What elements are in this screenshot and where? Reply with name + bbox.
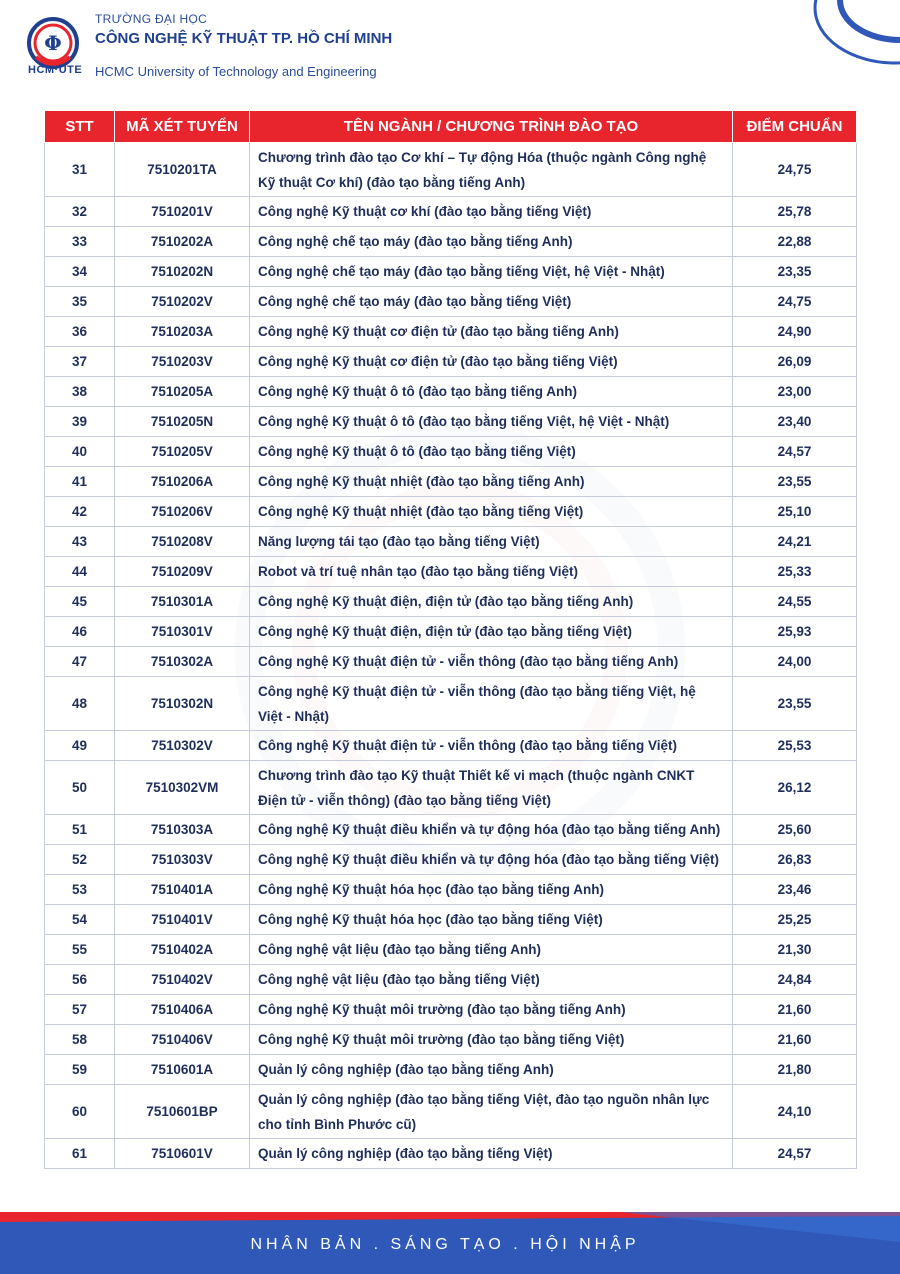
column-header-score: ĐIỂM CHUẨN — [733, 111, 857, 143]
svg-text:Φ: Φ — [44, 31, 62, 55]
cell-score: 26,12 — [733, 761, 857, 815]
table-row — [45, 995, 857, 1025]
cell-program-name: Công nghệ Kỹ thuật cơ điện tử (đào tạo bằng tiếng Việt) — [250, 347, 733, 377]
cell-program-name: Quản lý công nghiệp (đào tạo bằng tiếng Việt) — [250, 1139, 733, 1169]
table-row — [45, 317, 857, 347]
cell-score: 24,21 — [733, 527, 857, 557]
cell-score: 25,10 — [733, 497, 857, 527]
table-row — [45, 287, 857, 317]
cell-code: 7510401V — [115, 905, 250, 935]
cell-stt: 43 — [45, 527, 115, 557]
cell-program-name: Công nghệ Kỹ thuật điều khiển và tự động hóa (đào tạo bằng tiếng Anh) — [250, 815, 733, 845]
table-row — [45, 257, 857, 287]
table-row — [45, 731, 857, 761]
table-row — [45, 875, 857, 905]
cell-program-name: Chương trình đào tạo Kỹ thuật Thiết kế vi mạch (thuộc ngành CNKT Điện tử - viễn thông) (đào tạo bằng tiếng Việt) — [250, 761, 733, 815]
table-row — [45, 143, 857, 197]
cell-stt: 32 — [45, 197, 115, 227]
cell-score: 24,00 — [733, 647, 857, 677]
cell-code: 7510601V — [115, 1139, 250, 1169]
cell-program-name: Công nghệ Kỹ thuật cơ điện tử (đào tạo bằng tiếng Anh) — [250, 317, 733, 347]
cell-program-name: Công nghệ Kỹ thuật nhiệt (đào tạo bằng tiếng Anh) — [250, 467, 733, 497]
cell-stt: 33 — [45, 227, 115, 257]
cell-score: 21,60 — [733, 995, 857, 1025]
table-row — [45, 1139, 857, 1169]
cell-code: 7510206V — [115, 497, 250, 527]
cell-program-name: Năng lượng tái tạo (đào tạo bằng tiếng Việt) — [250, 527, 733, 557]
table-row — [45, 527, 857, 557]
cell-stt: 59 — [45, 1055, 115, 1085]
cell-stt: 49 — [45, 731, 115, 761]
table-row — [45, 647, 857, 677]
cell-stt: 51 — [45, 815, 115, 845]
cell-score: 23,55 — [733, 677, 857, 731]
cell-stt: 52 — [45, 845, 115, 875]
cell-score: 24,75 — [733, 143, 857, 197]
cell-stt: 57 — [45, 995, 115, 1025]
cell-program-name: Công nghệ chế tạo máy (đào tạo bằng tiếng Việt, hệ Việt - Nhật) — [250, 257, 733, 287]
cell-stt: 38 — [45, 377, 115, 407]
cell-code: 7510201V — [115, 197, 250, 227]
cell-score: 24,90 — [733, 317, 857, 347]
cell-stt: 48 — [45, 677, 115, 731]
table-row — [45, 1025, 857, 1055]
cell-code: 7510402V — [115, 965, 250, 995]
cell-score: 23,46 — [733, 875, 857, 905]
cell-score: 26,83 — [733, 845, 857, 875]
cell-score: 23,35 — [733, 257, 857, 287]
cell-program-name: Quản lý công nghiệp (đào tạo bằng tiếng Việt, đào tạo nguồn nhân lực cho tỉnh Bình Phước cũ) — [250, 1085, 733, 1139]
table-row — [45, 197, 857, 227]
cell-program-name: Công nghệ Kỹ thuật môi trường (đào tạo bằng tiếng Anh) — [250, 995, 733, 1025]
cell-stt: 37 — [45, 347, 115, 377]
table-row — [45, 377, 857, 407]
table-row — [45, 617, 857, 647]
cell-program-name: Công nghệ chế tạo máy (đào tạo bằng tiếng Anh) — [250, 227, 733, 257]
cell-score: 24,84 — [733, 965, 857, 995]
table-row — [45, 407, 857, 437]
cell-program-name: Robot và trí tuệ nhân tạo (đào tạo bằng tiếng Việt) — [250, 557, 733, 587]
cell-stt: 36 — [45, 317, 115, 347]
cell-code: 7510303A — [115, 815, 250, 845]
cell-code: 7510401A — [115, 875, 250, 905]
cell-stt: 54 — [45, 905, 115, 935]
cell-code: 7510201TA — [115, 143, 250, 197]
table-row — [45, 467, 857, 497]
cell-code: 7510406A — [115, 995, 250, 1025]
cell-code: 7510205N — [115, 407, 250, 437]
cell-program-name: Công nghệ Kỹ thuật nhiệt (đào tạo bằng tiếng Việt) — [250, 497, 733, 527]
table-row — [45, 845, 857, 875]
cell-stt: 40 — [45, 437, 115, 467]
cell-code: 7510303V — [115, 845, 250, 875]
cell-code: 7510402A — [115, 935, 250, 965]
cell-score: 25,33 — [733, 557, 857, 587]
cell-program-name: Công nghệ Kỹ thuật cơ khí (đào tạo bằng tiếng Việt) — [250, 197, 733, 227]
cell-score: 23,55 — [733, 467, 857, 497]
cell-score: 26,09 — [733, 347, 857, 377]
cell-score: 25,60 — [733, 815, 857, 845]
table-row — [45, 815, 857, 845]
cell-score: 24,55 — [733, 587, 857, 617]
table-row — [45, 677, 857, 731]
cell-program-name: Chương trình đào tạo Cơ khí – Tự động Hóa (thuộc ngành Công nghệ Kỹ thuật Cơ khí) (đào tạo bằng tiếng Anh) — [250, 143, 733, 197]
cell-code: 7510302A — [115, 647, 250, 677]
table-row — [45, 1085, 857, 1139]
cell-code: 7510301V — [115, 617, 250, 647]
cell-stt: 39 — [45, 407, 115, 437]
cell-code: 7510203A — [115, 317, 250, 347]
cell-code: 7510601A — [115, 1055, 250, 1085]
cell-code: 7510205A — [115, 377, 250, 407]
table-row — [45, 587, 857, 617]
table-row — [45, 1055, 857, 1085]
cell-code: 7510202A — [115, 227, 250, 257]
university-name: CÔNG NGHỆ KỸ THUẬT TP. HỒ CHÍ MINH — [95, 30, 393, 47]
table-row — [45, 497, 857, 527]
cell-score: 24,75 — [733, 287, 857, 317]
cell-program-name: Công nghệ Kỹ thuật hóa học (đào tạo bằng tiếng Anh) — [250, 875, 733, 905]
column-header-program: TÊN NGÀNH / CHƯƠNG TRÌNH ĐÀO TẠO — [250, 111, 733, 143]
column-header-code: MÃ XÉT TUYỂN — [115, 111, 250, 143]
column-header-stt: STT — [45, 111, 115, 143]
cell-stt: 45 — [45, 587, 115, 617]
cell-score: 21,30 — [733, 935, 857, 965]
cell-stt: 31 — [45, 143, 115, 197]
table-row — [45, 347, 857, 377]
admission-score-table — [44, 110, 857, 1169]
table-row — [45, 761, 857, 815]
university-line1: TRƯỜNG ĐẠI HỌC — [95, 12, 208, 26]
cell-program-name: Công nghệ vật liệu (đào tạo bằng tiếng Anh) — [250, 935, 733, 965]
cell-stt: 60 — [45, 1085, 115, 1139]
cell-stt: 61 — [45, 1139, 115, 1169]
cell-score: 25,93 — [733, 617, 857, 647]
cell-score: 24,57 — [733, 1139, 857, 1169]
cell-score: 25,78 — [733, 197, 857, 227]
table-row — [45, 227, 857, 257]
cell-stt: 53 — [45, 875, 115, 905]
cell-stt: 46 — [45, 617, 115, 647]
cell-code: 7510206A — [115, 467, 250, 497]
cell-stt: 47 — [45, 647, 115, 677]
cell-program-name: Công nghệ Kỹ thuật điện tử - viễn thông (đào tạo bằng tiếng Việt) — [250, 731, 733, 761]
corner-decoration-icon — [800, 0, 900, 80]
cell-stt: 35 — [45, 287, 115, 317]
cell-stt: 34 — [45, 257, 115, 287]
table-row — [45, 437, 857, 467]
footer-motto: NHÂN BẢN . SÁNG TẠO . HỘI NHẬP — [250, 1236, 640, 1253]
cell-program-name: Công nghệ Kỹ thuật môi trường (đào tạo bằng tiếng Việt) — [250, 1025, 733, 1055]
cell-program-name: Công nghệ Kỹ thuật ô tô (đào tạo bằng tiếng Việt) — [250, 437, 733, 467]
cell-program-name: Công nghệ Kỹ thuật ô tô (đào tạo bằng tiếng Anh) — [250, 377, 733, 407]
cell-code: 7510302N — [115, 677, 250, 731]
cell-program-name: Công nghệ Kỹ thuật hóa học (đào tạo bằng tiếng Việt) — [250, 905, 733, 935]
cell-program-name: Công nghệ Kỹ thuật ô tô (đào tạo bằng tiếng Việt, hệ Việt - Nhật) — [250, 407, 733, 437]
table-row — [45, 557, 857, 587]
table-row — [45, 965, 857, 995]
cell-code: 7510203V — [115, 347, 250, 377]
cell-score: 24,57 — [733, 437, 857, 467]
cell-stt: 42 — [45, 497, 115, 527]
cell-stt: 50 — [45, 761, 115, 815]
cell-code: 7510601BP — [115, 1085, 250, 1139]
cell-program-name: Công nghệ Kỹ thuật điện, điện tử (đào tạo bằng tiếng Việt) — [250, 617, 733, 647]
cell-score: 23,40 — [733, 407, 857, 437]
logo-text: HCM·UTE — [28, 64, 83, 76]
cell-program-name: Công nghệ Kỹ thuật điện tử - viễn thông (đào tạo bằng tiếng Việt, hệ Việt - Nhật) — [250, 677, 733, 731]
cell-program-name: Công nghệ Kỹ thuật điện tử - viễn thông (đào tạo bằng tiếng Anh) — [250, 647, 733, 677]
cell-score: 22,88 — [733, 227, 857, 257]
cell-stt: 41 — [45, 467, 115, 497]
table-row — [45, 905, 857, 935]
cell-program-name: Công nghệ Kỹ thuật điện, điện tử (đào tạo bằng tiếng Anh) — [250, 587, 733, 617]
cell-score: 24,10 — [733, 1085, 857, 1139]
cell-stt: 55 — [45, 935, 115, 965]
cell-code: 7510406V — [115, 1025, 250, 1055]
cell-code: 7510202V — [115, 287, 250, 317]
cell-program-name: Quản lý công nghiệp (đào tạo bằng tiếng Anh) — [250, 1055, 733, 1085]
cell-score: 25,53 — [733, 731, 857, 761]
cell-program-name: Công nghệ chế tạo máy (đào tạo bằng tiếng Việt) — [250, 287, 733, 317]
table-row — [45, 935, 857, 965]
cell-score: 21,60 — [733, 1025, 857, 1055]
cell-code: 7510209V — [115, 557, 250, 587]
cell-score: 23,00 — [733, 377, 857, 407]
cell-program-name: Công nghệ Kỹ thuật điều khiển và tự động hóa (đào tạo bằng tiếng Việt) — [250, 845, 733, 875]
table-header-row — [45, 111, 857, 143]
page-header — [0, 0, 900, 100]
cell-code: 7510302V — [115, 731, 250, 761]
cell-code: 7510302VM — [115, 761, 250, 815]
cell-score: 25,25 — [733, 905, 857, 935]
university-name-english: HCMC University of Technology and Engineering — [95, 64, 377, 79]
cell-program-name: Công nghệ vật liệu (đào tạo bằng tiếng Việt) — [250, 965, 733, 995]
cell-stt: 58 — [45, 1025, 115, 1055]
cell-code: 7510202N — [115, 257, 250, 287]
cell-code: 7510301A — [115, 587, 250, 617]
cell-stt: 56 — [45, 965, 115, 995]
cell-score: 21,80 — [733, 1055, 857, 1085]
cell-code: 7510205V — [115, 437, 250, 467]
cell-stt: 44 — [45, 557, 115, 587]
cell-code: 7510208V — [115, 527, 250, 557]
